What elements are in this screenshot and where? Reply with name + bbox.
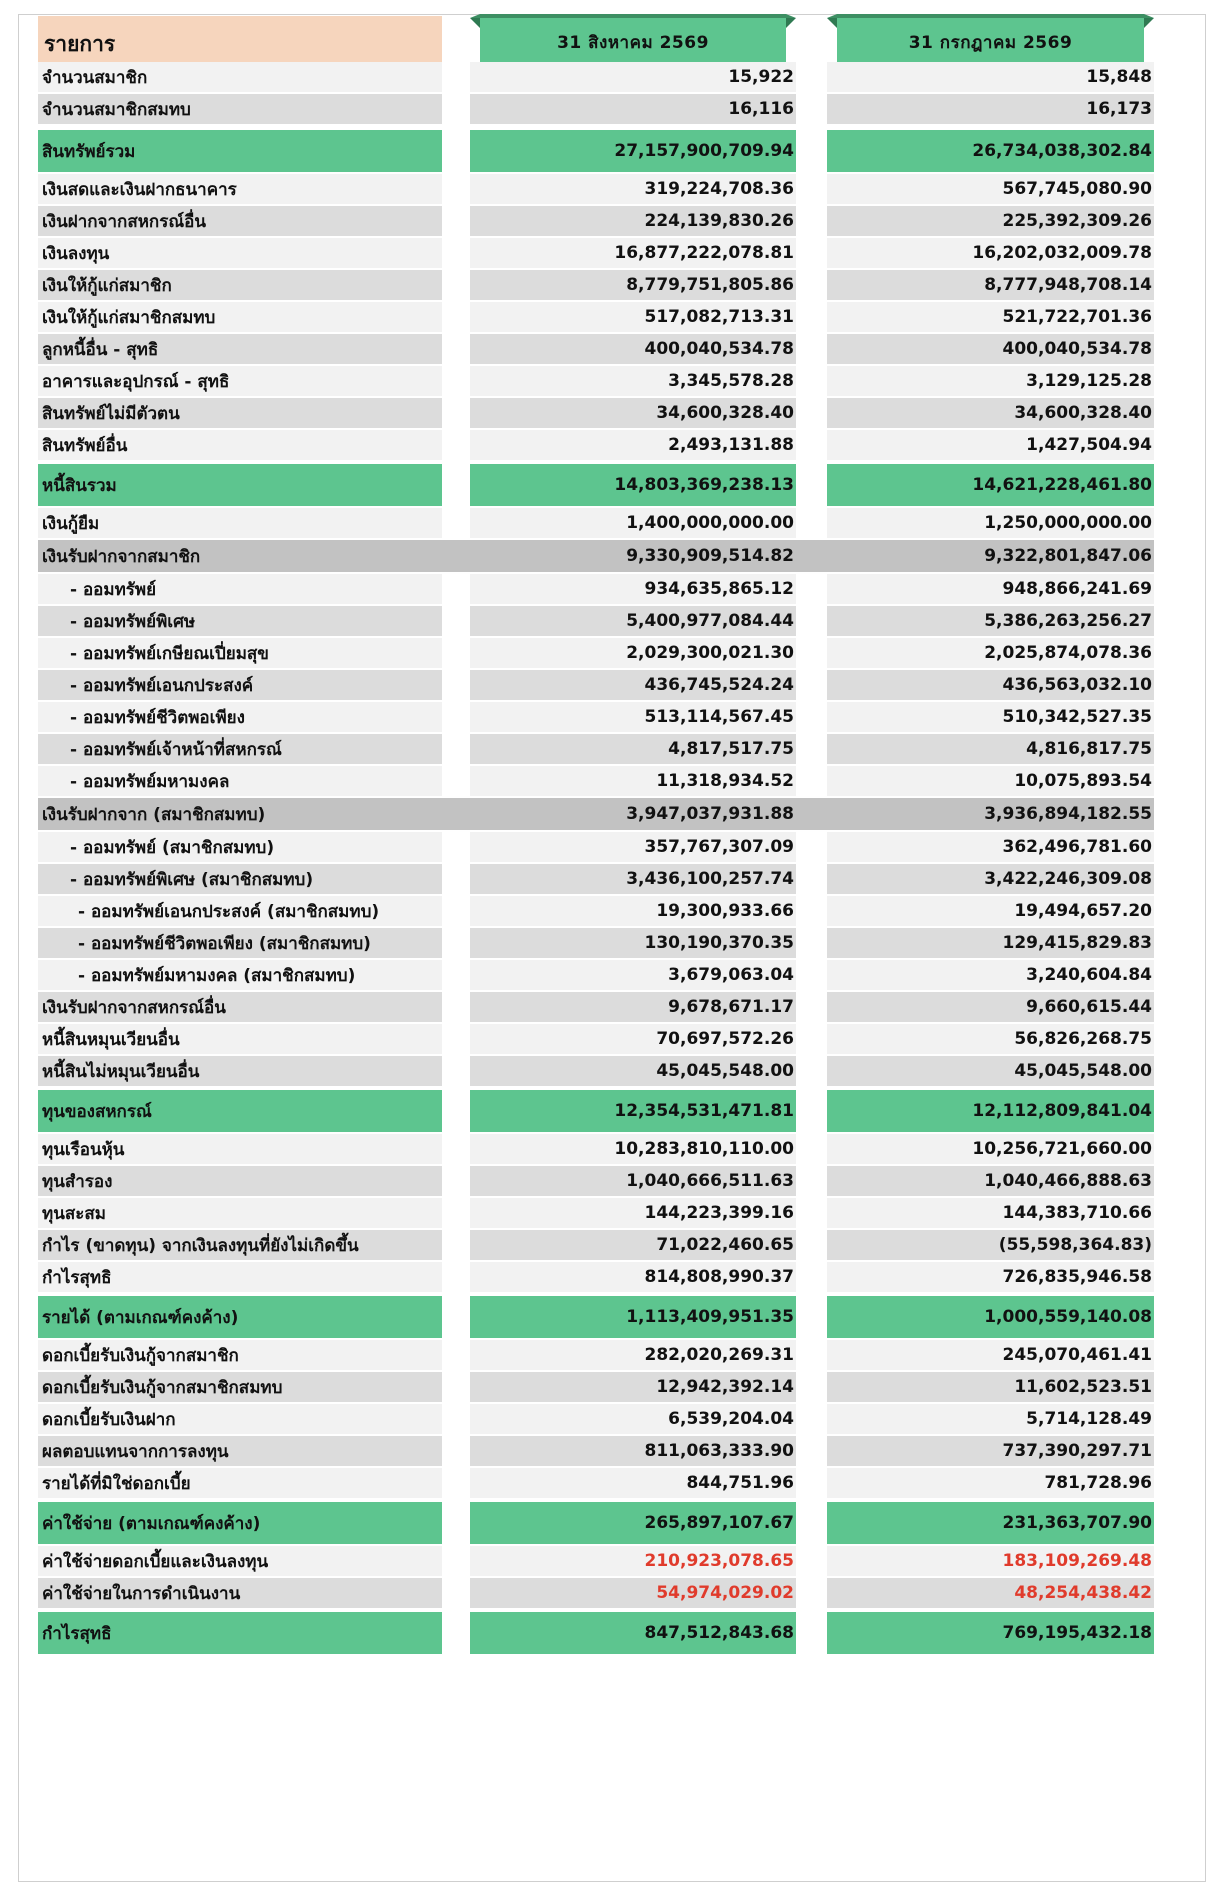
value-aug: 8,779,751,805.86 [470,270,796,300]
value-jul: 56,826,268.75 [827,1024,1154,1054]
row-label: - ออมทรัพย์เจ้าหน้าที่สหกรณ์ [38,734,442,764]
value-aug: 12,354,531,471.81 [470,1090,796,1132]
value-aug: 265,897,107.67 [470,1502,796,1544]
column-header-item: รายการ [38,16,442,72]
table-row [0,1468,1220,1498]
value-aug: 54,974,029.02 [470,1578,796,1608]
row-label: เงินรับฝากจากสมาชิก [38,540,1154,572]
row-label: สินทรัพย์รวม [38,130,442,172]
row-label: เงินให้กู้แก่สมาชิกสมทบ [38,302,442,332]
value-jul: 1,040,466,888.63 [827,1166,1154,1196]
row-label: - ออมทรัพย์เอนกประสงค์ (สมาชิกสมทบ) [38,896,442,926]
row-label: - ออมทรัพย์เกษียณเปี่ยมสุข [38,638,442,668]
row-label: รายได้ (ตามเกณฑ์คงค้าง) [38,1296,442,1338]
value-jul: 245,070,461.41 [827,1340,1154,1370]
row-label: สินทรัพย์อื่น [38,430,442,460]
table-row [0,366,1220,396]
value-jul: 1,427,504.94 [827,430,1154,460]
table-row [0,832,1220,862]
value-jul: 2,025,874,078.36 [827,638,1154,668]
value-jul: 183,109,269.48 [827,1546,1154,1576]
table-row [0,670,1220,700]
value-aug: 12,942,392.14 [470,1372,796,1402]
row-label: - ออมทรัพย์พิเศษ [38,606,442,636]
value-aug: 3,436,100,257.74 [470,864,796,894]
value-jul: 10,075,893.54 [827,766,1154,796]
row-label: ทุนสำรอง [38,1166,442,1196]
table-row [0,992,1220,1022]
value-aug: 319,224,708.36 [470,174,796,204]
table-row [0,1166,1220,1196]
value-aug: 19,300,933.66 [470,896,796,926]
table-row [0,1436,1220,1466]
value-aug: 5,400,977,084.44 [470,606,796,636]
value-aug: 144,223,399.16 [470,1198,796,1228]
row-label: หนี้สินไม่หมุนเวียนอื่น [38,1056,442,1086]
value-aug: 513,114,567.45 [470,702,796,732]
table-row [0,766,1220,796]
row-label: อาคารและอุปกรณ์ - สุทธิ [38,366,442,396]
value-jul: 12,112,809,841.04 [827,1090,1154,1132]
row-label: รายได้ที่มิใช่ดอกเบี้ย [38,1468,442,1498]
value-jul: 521,722,701.36 [827,302,1154,332]
table-row [0,896,1220,926]
row-label: ผลตอบแทนจากการลงทุน [38,1436,442,1466]
value-aug: 357,767,307.09 [470,832,796,862]
row-label: เงินให้กู้แก่สมาชิก [38,270,442,300]
value-aug: 844,751.96 [470,1468,796,1498]
table-row [0,960,1220,990]
value-jul: 5,714,128.49 [827,1404,1154,1434]
value-jul: 3,422,246,309.08 [827,864,1154,894]
value-jul: 45,045,548.00 [827,1056,1154,1086]
value-jul: 225,392,309.26 [827,206,1154,236]
row-label: เงินรับฝากจาก (สมาชิกสมทบ) [38,798,1154,830]
value-jul: 16,202,032,009.78 [827,238,1154,268]
table-row [0,1090,1220,1132]
value-jul: 362,496,781.60 [827,832,1154,862]
value-jul: 144,383,710.66 [827,1198,1154,1228]
value-jul: 26,734,038,302.84 [827,130,1154,172]
value-aug: 847,512,843.68 [470,1612,796,1654]
value-aug: 3,679,063.04 [470,960,796,990]
value-aug: 45,045,548.00 [470,1056,796,1086]
table-row [0,540,1220,572]
row-label: - ออมทรัพย์มหามงคล (สมาชิกสมทบ) [38,960,442,990]
row-label: - ออมทรัพย์พิเศษ (สมาชิกสมทบ) [38,864,442,894]
value-aug: 210,923,078.65 [470,1546,796,1576]
value-aug: 1,400,000,000.00 [470,508,796,538]
row-label: - ออมทรัพย์ (สมาชิกสมทบ) [38,832,442,862]
value-jul: 34,600,328.40 [827,398,1154,428]
value-aug: 2,029,300,021.30 [470,638,796,668]
row-label: สินทรัพย์ไม่มีตัวตน [38,398,442,428]
row-label: ค่าใช้จ่ายในการดำเนินงาน [38,1578,442,1608]
row-label: ดอกเบี้ยรับเงินฝาก [38,1404,442,1434]
value-jul: 14,621,228,461.80 [827,464,1154,506]
table-row [0,638,1220,668]
table-row [0,1372,1220,1402]
value-aug: 1,040,666,511.63 [470,1166,796,1196]
table-row [0,1024,1220,1054]
row-label: ค่าใช้จ่ายดอกเบี้ยและเงินลงทุน [38,1546,442,1576]
row-label: กำไรสุทธิ [38,1612,442,1654]
row-label: ดอกเบี้ยรับเงินกู้จากสมาชิก [38,1340,442,1370]
table-row [0,430,1220,460]
value-jul: 769,195,432.18 [827,1612,1154,1654]
row-label: เงินสดและเงินฝากธนาคาร [38,174,442,204]
value-jul: 231,363,707.90 [827,1502,1154,1544]
row-label: ทุนเรือนหุ้น [38,1134,442,1164]
row-label: ดอกเบี้ยรับเงินกู้จากสมาชิกสมทบ [38,1372,442,1402]
value-aug: 400,040,534.78 [470,334,796,364]
table-row [0,270,1220,300]
value-aug: 934,635,865.12 [470,574,796,604]
value-jul: 510,342,527.35 [827,702,1154,732]
value-aug: 14,803,369,238.13 [470,464,796,506]
value-jul: 1,250,000,000.00 [827,508,1154,538]
table-row [0,238,1220,268]
value-jul: 8,777,948,708.14 [827,270,1154,300]
column-header-aug: 31 สิงหาคม 2569 [557,32,709,53]
value-aug: 9,678,671.17 [470,992,796,1022]
value-aug: 70,697,572.26 [470,1024,796,1054]
row-label: ค่าใช้จ่าย (ตามเกณฑ์คงค้าง) [38,1502,442,1544]
table-row [0,734,1220,764]
table-row [0,1296,1220,1338]
value-jul: 5,386,263,256.27 [827,606,1154,636]
value-aug: 11,318,934.52 [470,766,796,796]
table-row [0,574,1220,604]
table-row [0,62,1220,92]
row-label: - ออมทรัพย์มหามงคล [38,766,442,796]
table-row [0,928,1220,958]
table-row [0,1546,1220,1576]
row-label: เงินลงทุน [38,238,442,268]
table-row [0,1230,1220,1260]
value-jul: 9,322,801,847.06 [827,540,1154,572]
value-jul: 129,415,829.83 [827,928,1154,958]
value-aug: 9,330,909,514.82 [470,540,796,572]
row-label: - ออมทรัพย์เอนกประสงค์ [38,670,442,700]
value-aug: 2,493,131.88 [470,430,796,460]
row-label: ทุนสะสม [38,1198,442,1228]
value-jul: 3,240,604.84 [827,960,1154,990]
value-aug: 436,745,524.24 [470,670,796,700]
column-header-jul: 31 กรกฎาคม 2569 [908,32,1073,53]
value-jul: 567,745,080.90 [827,174,1154,204]
value-aug: 1,113,409,951.35 [470,1296,796,1338]
value-jul: 48,254,438.42 [827,1578,1154,1608]
row-label: ทุนของสหกรณ์ [38,1090,442,1132]
value-jul: 15,848 [827,62,1154,92]
table-row [0,302,1220,332]
table-row [0,1198,1220,1228]
value-aug: 4,817,517.75 [470,734,796,764]
table-row [0,1134,1220,1164]
value-jul: 436,563,032.10 [827,670,1154,700]
table-row [0,1262,1220,1292]
value-jul: 1,000,559,140.08 [827,1296,1154,1338]
row-label: จำนวนสมาชิก [38,62,442,92]
table-row [0,398,1220,428]
value-jul: 10,256,721,660.00 [827,1134,1154,1164]
value-aug: 71,022,460.65 [470,1230,796,1260]
row-label: จำนวนสมาชิกสมทบ [38,94,442,124]
table-row [0,334,1220,364]
row-label: - ออมทรัพย์ชีวิตพอเพียง (สมาชิกสมทบ) [38,928,442,958]
row-label: กำไรสุทธิ [38,1262,442,1292]
table-row [0,1340,1220,1370]
value-jul: 400,040,534.78 [827,334,1154,364]
value-aug: 6,539,204.04 [470,1404,796,1434]
value-aug: 15,922 [470,62,796,92]
value-aug: 27,157,900,709.94 [470,130,796,172]
table-row [0,1612,1220,1654]
table-row [0,702,1220,732]
row-label: หนี้สินหมุนเวียนอื่น [38,1024,442,1054]
row-label: กำไร (ขาดทุน) จากเงินลงทุนที่ยังไม่เกิดขึ้น [38,1230,442,1260]
row-label: เงินรับฝากจากสหกรณ์อื่น [38,992,442,1022]
table-row [0,864,1220,894]
value-aug: 130,190,370.35 [470,928,796,958]
row-label: - ออมทรัพย์ [38,574,442,604]
table-row [0,174,1220,204]
value-jul: 726,835,946.58 [827,1262,1154,1292]
table-row [0,1502,1220,1544]
row-label: เงินกู้ยืม [38,508,442,538]
value-jul: 16,173 [827,94,1154,124]
value-jul: 11,602,523.51 [827,1372,1154,1402]
table-row [0,508,1220,538]
value-aug: 16,116 [470,94,796,124]
value-aug: 811,063,333.90 [470,1436,796,1466]
value-aug: 3,947,037,931.88 [470,798,796,830]
table-row [0,464,1220,506]
value-jul: (55,598,364.83) [827,1230,1154,1260]
row-label: เงินฝากจากสหกรณ์อื่น [38,206,442,236]
value-aug: 224,139,830.26 [470,206,796,236]
value-aug: 814,808,990.37 [470,1262,796,1292]
value-jul: 19,494,657.20 [827,896,1154,926]
value-jul: 781,728.96 [827,1468,1154,1498]
table-row [0,206,1220,236]
value-jul: 4,816,817.75 [827,734,1154,764]
value-aug: 16,877,222,078.81 [470,238,796,268]
row-label: หนี้สินรวม [38,464,442,506]
table-row [0,1404,1220,1434]
table-row [0,94,1220,124]
value-jul: 3,129,125.28 [827,366,1154,396]
value-aug: 10,283,810,110.00 [470,1134,796,1164]
row-label: ลูกหนี้อื่น - สุทธิ [38,334,442,364]
value-jul: 9,660,615.44 [827,992,1154,1022]
value-jul: 3,936,894,182.55 [827,798,1154,830]
table-row [0,1578,1220,1608]
value-jul: 948,866,241.69 [827,574,1154,604]
table-row [0,1056,1220,1086]
value-aug: 34,600,328.40 [470,398,796,428]
row-label: - ออมทรัพย์ชีวิตพอเพียง [38,702,442,732]
table-row [0,606,1220,636]
value-aug: 282,020,269.31 [470,1340,796,1370]
value-jul: 737,390,297.71 [827,1436,1154,1466]
value-aug: 3,345,578.28 [470,366,796,396]
value-aug: 517,082,713.31 [470,302,796,332]
table-row [0,798,1220,830]
table-row [0,130,1220,172]
